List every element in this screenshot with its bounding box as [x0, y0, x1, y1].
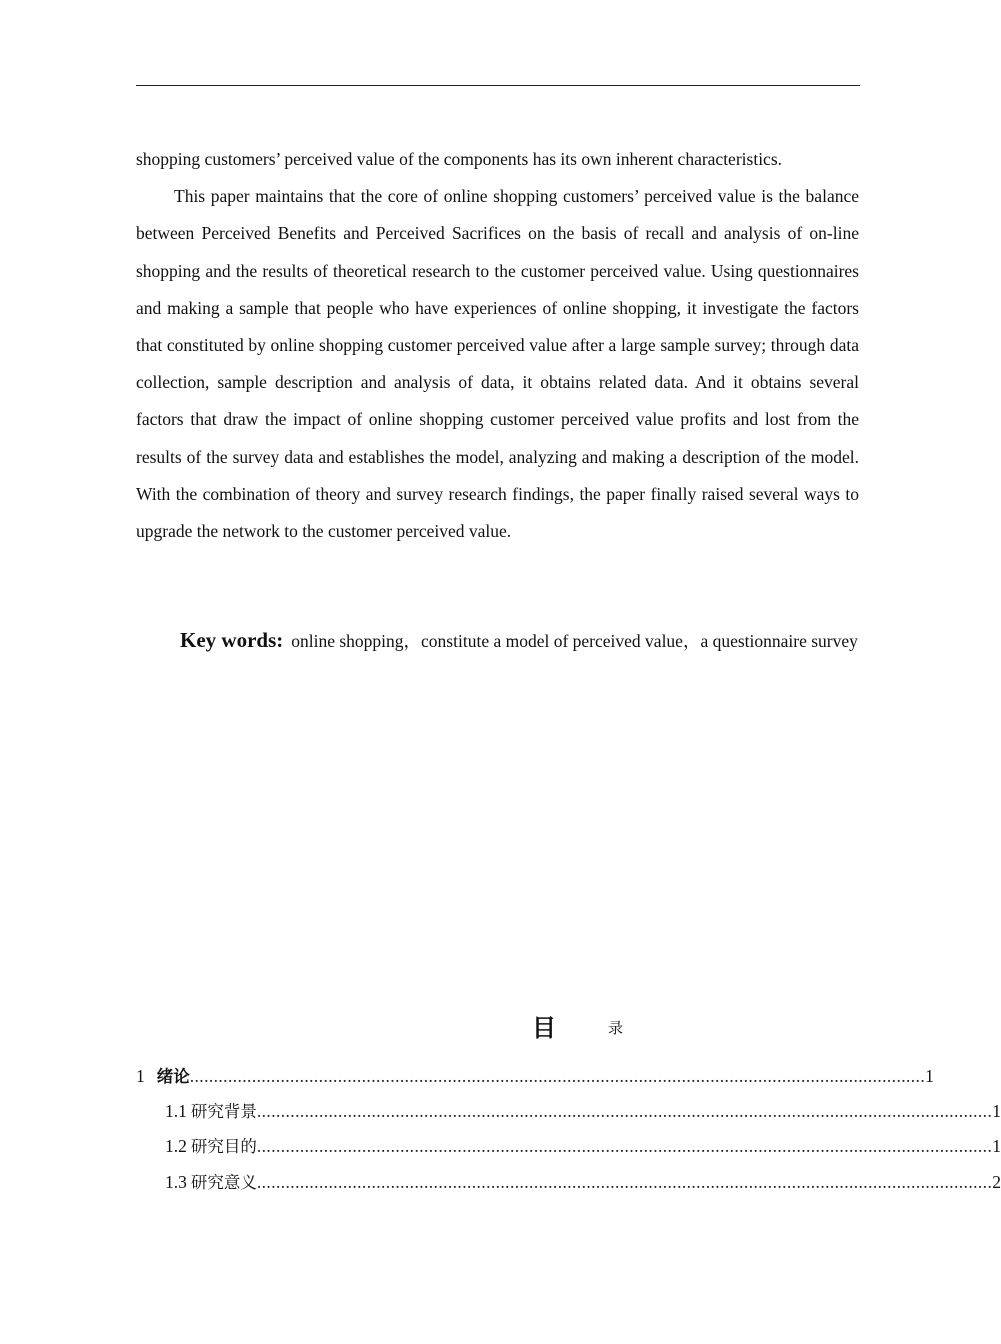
- toc-entry-title: 研究目的: [190, 1137, 257, 1156]
- toc-entry[interactable]: [165, 1098, 1001, 1122]
- toc-entry-number: 1.1: [165, 1101, 187, 1121]
- toc-dot-leader: ..........................................................................................................................................................: [256, 1101, 993, 1121]
- toc-entry[interactable]: [165, 1133, 1001, 1157]
- toc-entry-page: 1: [925, 1066, 934, 1086]
- toc-dot-leader: ..........................................................................................................................................................: [256, 1172, 993, 1192]
- abstract-continued-line: shopping customers’ perceived value of the components has its own inherent characteristics.: [136, 149, 783, 169]
- toc-entry-page: 1: [992, 1101, 1001, 1121]
- toc-dot-leader: ..........................................................................................................................................................: [189, 1066, 926, 1086]
- toc-title-secondary: 录: [608, 1019, 624, 1037]
- toc-entry-title: 研究背景: [190, 1102, 257, 1121]
- header-rule: [136, 85, 860, 86]
- toc-entry-number: 1: [136, 1066, 145, 1086]
- toc-entry-page: 2: [992, 1172, 1001, 1192]
- toc-entry-title: 绪论: [156, 1067, 190, 1086]
- toc-dot-leader: ..........................................................................................................................................................: [256, 1136, 993, 1156]
- abstract-paragraph: This paper maintains that the core of online shopping customers’ perceived value is the balance between Perceived Benefits and Perceived Sacrifices on the basis of recall and analysis of on-line shopping and the results of theoretical research to the customer perceived value. Using questionnaires and making a sample that people who have experiences of online shopping, it investigate the factors that constituted by online shopping customer perceived value after a large sample survey; through data collection, sample description and analysis of data, it obtains related data. And it obtains several factors that draw the impact of online shopping customer perceived value profits and lost from the results of the survey data and establishes the model, analyzing and making a description of the model. With the combination of theory and survey research findings, the paper finally raised several ways to upgrade the network to the customer perceived value.: [136, 186, 859, 542]
- abstract-body: [136, 141, 859, 550]
- toc-title: 目: [532, 1014, 556, 1042]
- toc-entry[interactable]: [165, 1169, 1001, 1193]
- toc-entry-page: 1: [992, 1136, 1001, 1156]
- toc-entry[interactable]: [136, 1063, 934, 1087]
- toc-entry-number: 1.2: [165, 1136, 187, 1156]
- toc-entry-number: 1.3: [165, 1172, 187, 1192]
- keywords-block: [136, 622, 859, 660]
- toc-entry-title: 研究意义: [190, 1173, 257, 1192]
- keywords-text: online shopping，constitute a model of perceived value，a questionnaire survey: [291, 631, 858, 651]
- keywords-label: Key words:: [180, 628, 284, 652]
